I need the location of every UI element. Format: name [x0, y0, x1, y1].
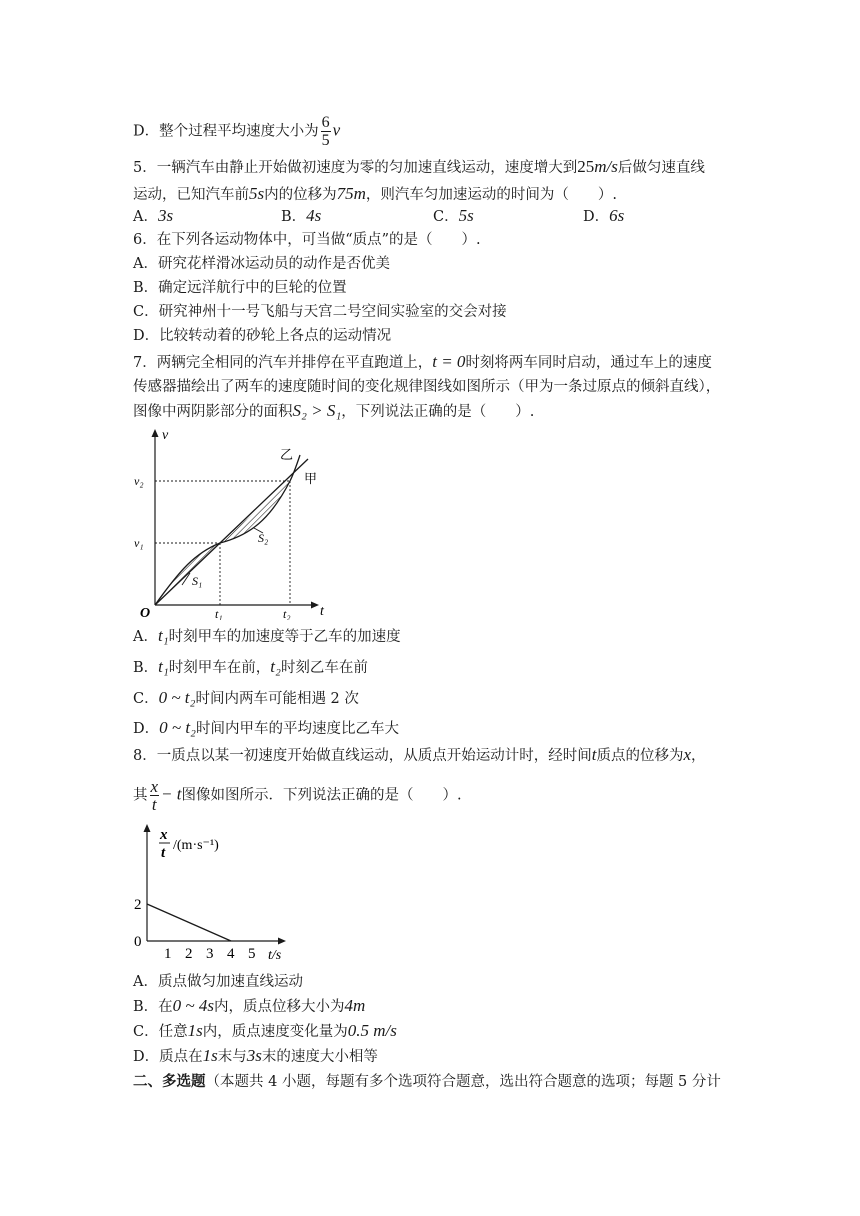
- section-2-title: 二、多选题: [133, 1073, 206, 1090]
- tick-label-v2: v₂: [134, 474, 144, 488]
- area-label-s1: S₁: [192, 574, 203, 588]
- q5-stem-line2: [133, 184, 617, 205]
- fraction-denominator: t: [151, 795, 157, 814]
- option-label: D．: [583, 209, 610, 225]
- q8-text: 质点的位移为: [596, 748, 684, 764]
- fraction-six-fifths: [321, 114, 331, 149]
- line-label-jia: 甲: [304, 471, 318, 486]
- axis-label-t: t: [320, 604, 324, 619]
- y-label-denominator: t: [161, 845, 166, 861]
- q7-option-c: [133, 688, 359, 709]
- q8-text: 图像如图所示．下列说法正确的是（ ）.: [181, 787, 462, 804]
- y-tick-label-0: 0: [134, 934, 142, 950]
- option-text: 时间内两车可能相遇 2 次: [195, 691, 359, 707]
- t-equals-zero: t = 0: [432, 352, 466, 371]
- x-tick-label-2: 2: [185, 946, 193, 962]
- option-text: D．质点在: [133, 1049, 203, 1065]
- origin-label: O: [140, 606, 151, 620]
- x-axis-label: t/s: [268, 948, 282, 963]
- q7-text: 时刻将两车同时启动，通过车上的速度: [465, 355, 712, 371]
- option-label: A．: [133, 629, 158, 645]
- time-range: 0 ~ t₂: [159, 718, 196, 737]
- q7-text: ，下列说法正确的是（ ）.: [341, 404, 535, 420]
- option-text: 内，质点位移大小为: [213, 999, 345, 1015]
- q8-option-b: [133, 996, 365, 1017]
- y-axis-arrow: [152, 429, 159, 437]
- option-value: 4s: [306, 206, 322, 225]
- q6-option-b: B．确定远洋航行中的巨轮的位置: [133, 280, 347, 296]
- y-label-numerator: x: [160, 827, 168, 843]
- option-text: 内，质点速度变化量为: [202, 1024, 348, 1040]
- option-value: 5s: [458, 206, 474, 225]
- q8-text: 其: [133, 787, 148, 804]
- q5-text: 后做匀速直线: [617, 160, 705, 176]
- q5-text: 内的位移为: [264, 187, 337, 203]
- option-value: 3s: [157, 206, 174, 225]
- x-tick-label-1: 1: [164, 946, 172, 962]
- option-label: B．: [133, 660, 159, 676]
- variable-t: t: [591, 745, 597, 764]
- q6-option-d: D．比较转动着的砂轮上各点的运动情况: [133, 328, 392, 344]
- fraction-denominator: 5: [321, 132, 330, 149]
- q7-velocity-time-graph: [120, 425, 340, 620]
- q8-option-d: [133, 1046, 378, 1067]
- option-text: B．在: [133, 999, 173, 1015]
- option-text: 末与: [217, 1049, 247, 1065]
- section-2-header: [133, 1072, 721, 1092]
- x-tick-label-4: 4: [227, 946, 235, 962]
- q8-xt-t-chart: [130, 822, 300, 972]
- q5-option-c: [433, 206, 474, 227]
- time-symbol: t₁: [157, 626, 169, 645]
- section-2-description: （本题共 4 小题，每题有多个选项符合题意，选出符合题意的选项；每题 5 分计: [205, 1074, 721, 1090]
- time-value: 3s: [246, 1046, 262, 1065]
- time-range: 0 ~ t₂: [158, 688, 196, 707]
- displacement-value: 4m: [344, 996, 366, 1015]
- q8-stem-line2: [133, 778, 462, 813]
- tick-label-v1: v₁: [134, 536, 144, 550]
- q6-stem: 6．在下列各运动物体中，可当做“质点”的是（ ）.: [133, 232, 481, 248]
- option-label: C．: [433, 209, 459, 225]
- q4-option-d: [133, 114, 340, 149]
- minus-t: − t: [161, 784, 182, 804]
- option-text: 时间内甲车的平均速度比乙车大: [195, 721, 399, 737]
- q4-option-d-text: D．整个过程平均速度大小为: [133, 123, 319, 140]
- line-label-yi: 乙: [280, 447, 294, 462]
- x-tick-label-3: 3: [206, 946, 214, 962]
- speed-unit: m/s: [594, 157, 618, 176]
- x-axis-arrow: [278, 938, 286, 945]
- q8-text: ，: [691, 748, 706, 764]
- fraction-x-over-t: [150, 778, 160, 813]
- q7-option-b: [133, 657, 368, 678]
- q7-stem-line1: [133, 352, 712, 373]
- option-label: B．: [281, 209, 307, 225]
- tick-label-t1: t₁: [215, 607, 223, 620]
- q7-option-d: [133, 718, 399, 739]
- fraction-numerator: 6: [321, 114, 330, 131]
- q8-option-a: A．质点做匀加速直线运动: [133, 974, 303, 990]
- series-line-0: [147, 904, 231, 941]
- area-label-s2: S₂: [258, 531, 269, 545]
- variable-v: v: [332, 120, 341, 140]
- q7-option-a: [133, 626, 401, 647]
- y-axis-arrow: [144, 824, 151, 832]
- variable-x: x: [683, 745, 692, 764]
- area-inequality: S₂ > S₁: [292, 401, 342, 420]
- y-tick-label-2: 2: [134, 897, 142, 913]
- time-value: 5s: [249, 184, 265, 203]
- q8-text: 8．一质点以某一初速度开始做直线运动，从质点开始运动计时，经时间: [133, 748, 592, 764]
- q5-stem-line1: [133, 157, 705, 178]
- q5-text: 运动，已知汽车前: [133, 187, 249, 203]
- fraction-numerator: x: [150, 777, 159, 796]
- option-text: 时刻甲车的加速度等于乙车的加速度: [168, 629, 401, 645]
- series: [147, 904, 231, 941]
- option-label: C．: [133, 691, 159, 707]
- q7-stem-line3: [133, 401, 534, 422]
- option-label: A．: [133, 209, 158, 225]
- x-axis-arrow: [311, 602, 319, 609]
- q8-option-c: [133, 1021, 397, 1042]
- q5-option-d: [583, 206, 624, 227]
- option-text: C．任意: [133, 1024, 188, 1040]
- q7-stem-line2: 传感器描绘出了两车的速度随时间的变化规律图线如图所示（甲为一条过原点的倾斜直线），: [133, 379, 721, 395]
- speed-value: 25: [577, 157, 595, 176]
- q6-option-c: C．研究神州十一号飞船与天宫二号空间实验室的交会对接: [133, 304, 507, 320]
- time-symbol: t₁: [158, 657, 169, 676]
- tick-label-t2: t₂: [283, 607, 291, 620]
- q7-text: 7．两辆完全相同的汽车并排停在平直跑道上，: [133, 355, 433, 371]
- q5-text: ，则汽车匀加速运动的时间为（ ）.: [365, 187, 618, 203]
- option-value: 6s: [609, 206, 625, 225]
- axis-label-v: v: [162, 428, 169, 443]
- y-label-unit: /(m·s⁻¹): [173, 838, 219, 853]
- option-text: 时刻乙车在前: [280, 660, 368, 676]
- time-value: 1s: [202, 1046, 218, 1065]
- q5-option-b: [281, 206, 321, 227]
- time-value: 1s: [187, 1021, 203, 1040]
- velocity-change-value: 0.5 m/s: [347, 1021, 397, 1040]
- time-symbol: t₂: [270, 657, 281, 676]
- q5-text: 5．一辆汽车由静止开始做初速度为零的匀加速直线运动，速度增大到: [133, 160, 578, 176]
- y-axis-label: [159, 827, 219, 861]
- q6-option-a: A．研究花样滑冰运动员的动作是否优美: [133, 256, 390, 272]
- q7-text: 图像中两阴影部分的面积: [133, 404, 293, 420]
- option-label: D．: [133, 721, 160, 737]
- q5-option-a: [133, 206, 173, 227]
- time-range: 0 ~ 4s: [172, 996, 214, 1015]
- displacement-value: 75m: [336, 184, 366, 203]
- option-text: 末的速度大小相等: [261, 1049, 378, 1065]
- x-tick-label-5: 5: [248, 946, 256, 962]
- option-text: 时刻甲车在前，: [168, 660, 271, 676]
- q8-stem-line1: [133, 745, 706, 766]
